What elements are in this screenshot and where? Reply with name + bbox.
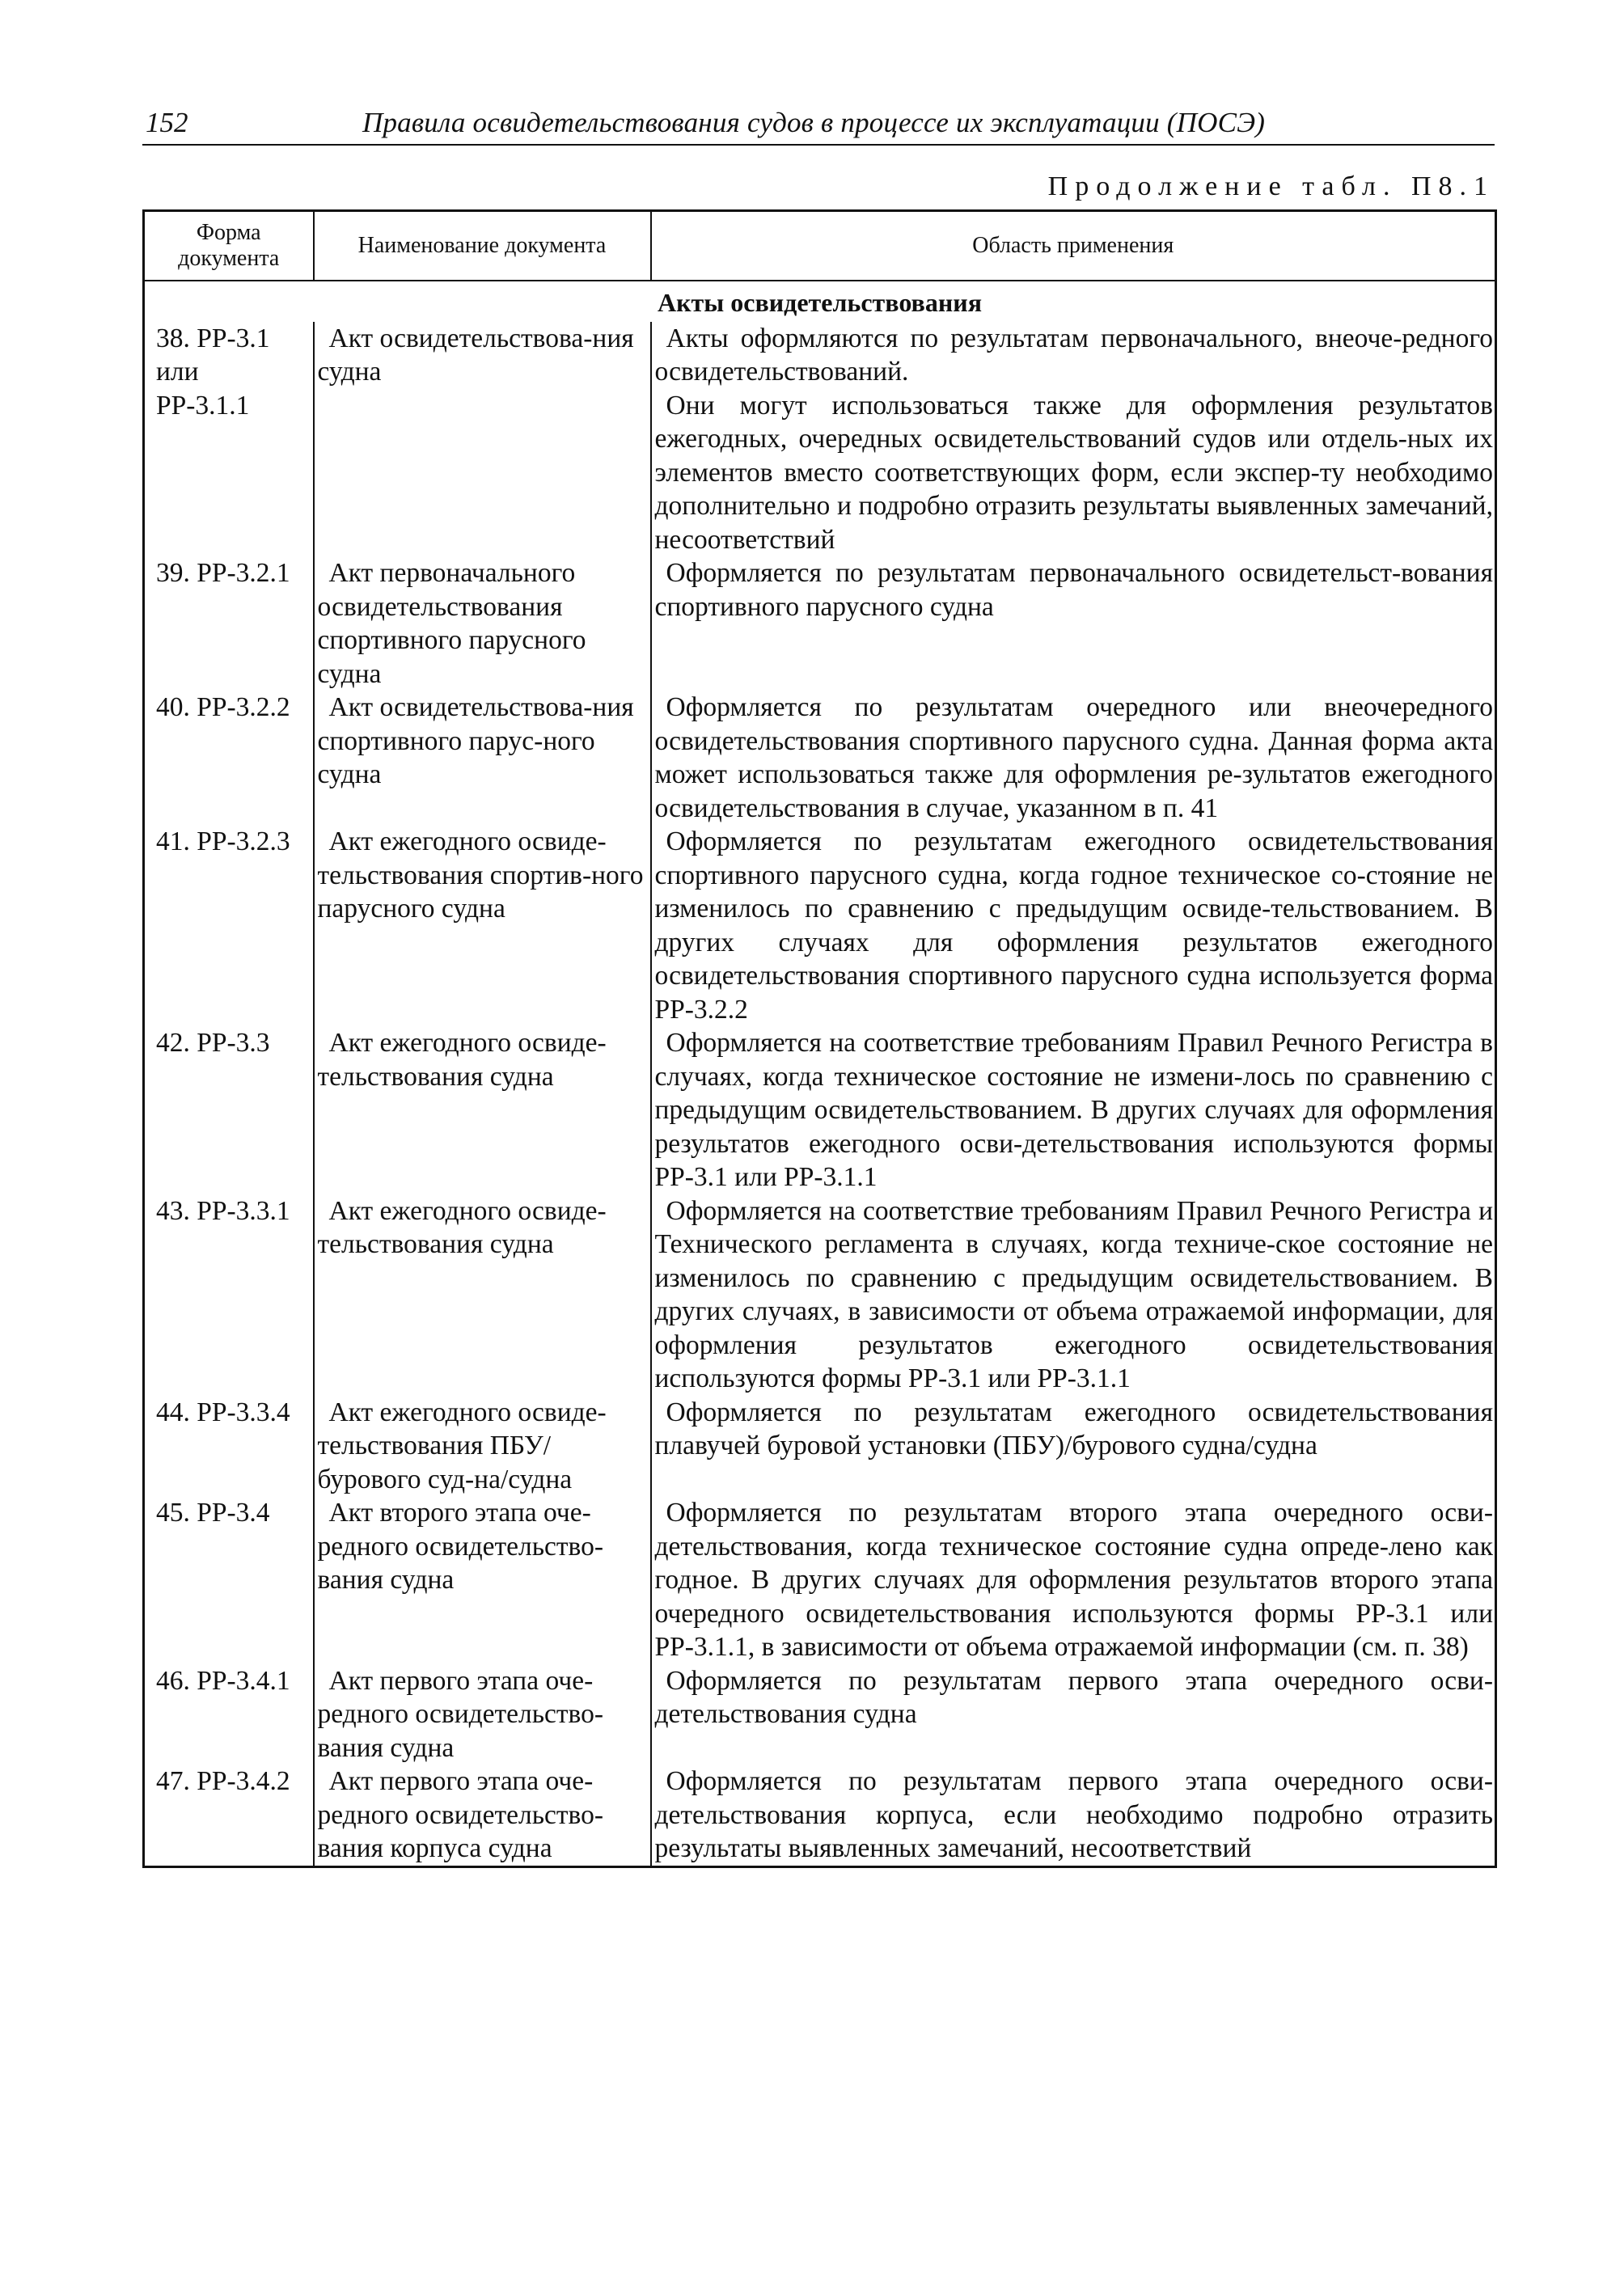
document-name: Акт ежегодного освиде-тельствования судна xyxy=(317,1028,607,1092)
document-name: Акт освидетельствова-ния спортивного парус-ного судна xyxy=(317,692,634,789)
form-code-cell xyxy=(144,322,314,557)
table-row xyxy=(144,825,1496,1026)
column-header-form: Форма документа xyxy=(144,211,314,281)
form-code: РР-3.1.1 xyxy=(156,390,250,421)
table-header-row xyxy=(144,211,1496,281)
application-area-text: Оформляется по результатам первоначального освидетельст-вования спортивного парусного судна xyxy=(654,558,1493,622)
application-area-cell xyxy=(651,1664,1496,1765)
form-code-cell xyxy=(144,691,314,825)
application-area-cell xyxy=(651,1194,1496,1396)
table-row xyxy=(144,1194,1496,1396)
application-area-text: Акты оформляются по результатам первоначального, внеоче-редного освидетельствований. xyxy=(654,323,1493,387)
column-header-area: Область применения xyxy=(651,211,1496,281)
table-row xyxy=(144,691,1496,825)
document-name: Акт первоначального освидетельствования спортивного парусного судна xyxy=(317,558,586,689)
document-name: Акт второго этапа оче-редного освидетельство-вания судна xyxy=(317,1498,604,1595)
form-code: 41. РР-3.2.3 xyxy=(156,826,290,856)
document-name: Акт ежегодного освиде-тельствования ПБУ/бурового суд-на/судна xyxy=(317,1397,607,1494)
form-code: 42. РР-3.3 xyxy=(156,1028,270,1058)
document-name-cell xyxy=(314,691,651,825)
documents-table xyxy=(142,209,1497,1868)
form-code-cell xyxy=(144,1396,314,1497)
form-code: или xyxy=(156,357,199,387)
document-name: Акт освидетельствова-ния судна xyxy=(317,323,634,387)
column-header-name: Наименование документа xyxy=(314,211,651,281)
table-row xyxy=(144,1026,1496,1194)
application-area-text: Оформляется по результатам очередного или внеочередного освидетельствования спортивного парусного судна. Данная форма акта может использоваться также для оформления ре-зультатов ежегодного освидетельствования в случае, указанном в п. 41 xyxy=(654,692,1493,823)
table-row xyxy=(144,1664,1496,1765)
table-row xyxy=(144,1765,1496,1866)
application-area-text: Они могут использоваться также для оформления результатов ежегодных, очередных освидетельствований судов или отдель-ных их элементов вместо соответствующих форм, если экспер-ту необходимо дополнительно и подробно отразить результаты выявленных замечаний, несоответствий xyxy=(654,390,1493,555)
form-code: 47. РР-3.4.2 xyxy=(156,1766,290,1796)
document-name-cell xyxy=(314,1194,651,1396)
running-title: Правила освидетельствования судов в процессе их эксплуатации (ПОСЭ) xyxy=(362,107,1266,138)
form-code: 45. РР-3.4 xyxy=(156,1498,270,1528)
application-area-cell xyxy=(651,1765,1496,1866)
page-number: 152 xyxy=(146,107,188,138)
form-code-cell xyxy=(144,1026,314,1194)
application-area-text: Оформляется по результатам ежегодного освидетельствования плавучей буровой установки (ПБУ)/бурового судна/судна xyxy=(654,1397,1493,1460)
document-name-cell xyxy=(314,1026,651,1194)
table-continuation-label: Продолжение табл. П8.1 xyxy=(1047,171,1495,201)
application-area-cell xyxy=(651,322,1496,557)
document-name-cell xyxy=(314,1765,651,1866)
form-code-cell xyxy=(144,556,314,691)
application-area-text: Оформляется по результатам первого этапа очередного осви-детельствования корпуса, если необходимо подробно отразить результаты выявленных замечаний, несоответствий xyxy=(654,1766,1493,1863)
form-code-cell xyxy=(144,1765,314,1866)
form-code: 38. РР-3.1 xyxy=(156,323,270,353)
form-code-cell xyxy=(144,1664,314,1765)
section-row xyxy=(144,281,1496,322)
application-area-cell xyxy=(651,1396,1496,1497)
document-name-cell xyxy=(314,556,651,691)
application-area-text: Оформляется по результатам первого этапа очередного осви-детельствования судна xyxy=(654,1665,1493,1729)
form-code-cell xyxy=(144,1194,314,1396)
document-name: Акт ежегодного освиде-тельствования судна xyxy=(317,1195,607,1259)
application-area-text: Оформляется на соответствие требованиям Правил Речного Регистра и Технического регламента в случаях, когда техниче-ское состояние не изменилось по сравнению с предыдущим освидетельствованием. В других случаях, в зависимости от объема отражаемой информации, для оформления результатов ежегодного освидетельствования используются формы РР-3.1 или РР-3.1.1 xyxy=(654,1195,1493,1393)
application-area-cell xyxy=(651,1026,1496,1194)
document-name-cell xyxy=(314,1396,651,1497)
application-area-cell xyxy=(651,556,1496,691)
form-code-cell xyxy=(144,1496,314,1664)
document-name-cell xyxy=(314,825,651,1026)
form-code: 44. РР-3.3.4 xyxy=(156,1397,290,1427)
table-row xyxy=(144,556,1496,691)
form-code: 39. РР-3.2.1 xyxy=(156,558,290,588)
running-head xyxy=(142,104,1495,146)
application-area-cell xyxy=(651,825,1496,1026)
section-title: Акты освидетельствования xyxy=(144,281,1496,322)
application-area-text: Оформляется по результатам ежегодного освидетельствования спортивного парусного судна, когда годное техническое со-стояние не изменилось по сравнению с предыдущим освиде-тельствованием. В других случаях для оформления результатов ежегодного освидетельствования спортивного парусного судна используется форма РР-3.2.2 xyxy=(654,826,1493,1025)
application-area-cell xyxy=(651,1496,1496,1664)
form-code: 43. РР-3.3.1 xyxy=(156,1195,290,1226)
form-code-cell xyxy=(144,825,314,1026)
document-name-cell xyxy=(314,322,651,557)
table-row xyxy=(144,322,1496,557)
application-area-text: Оформляется на соответствие требованиям Правил Речного Регистра в случаях, когда техническое состояние не измени-лось по сравнению с предыдущим освидетельствованием. В других случаях для оформления результатов ежегодного осви-детельствования используются формы РР-3.1 или РР-3.1.1 xyxy=(654,1028,1493,1192)
document-name-cell xyxy=(314,1664,651,1765)
application-area-cell xyxy=(651,691,1496,825)
table-row xyxy=(144,1396,1496,1497)
form-code: 46. РР-3.4.1 xyxy=(156,1665,290,1696)
application-area-text: Оформляется по результатам второго этапа очередного осви-детельствования, когда техническое состояние судна опреде-лено как годное. В других случаях для оформления результатов второго этапа очередного освидетельствования используются формы РР-3.1 или РР-3.1.1, в зависимости от объема отражаемой информации (см. п. 38) xyxy=(654,1498,1493,1662)
form-code: 40. РР-3.2.2 xyxy=(156,692,290,722)
document-name: Акт первого этапа оче-редного освидетельство-вания судна xyxy=(317,1665,604,1763)
document-name: Акт первого этапа оче-редного освидетельство-вания корпуса судна xyxy=(317,1766,604,1863)
document-name: Акт ежегодного освиде-тельствования спортив-ного парусного судна xyxy=(317,826,644,924)
table-row xyxy=(144,1496,1496,1664)
document-name-cell xyxy=(314,1496,651,1664)
